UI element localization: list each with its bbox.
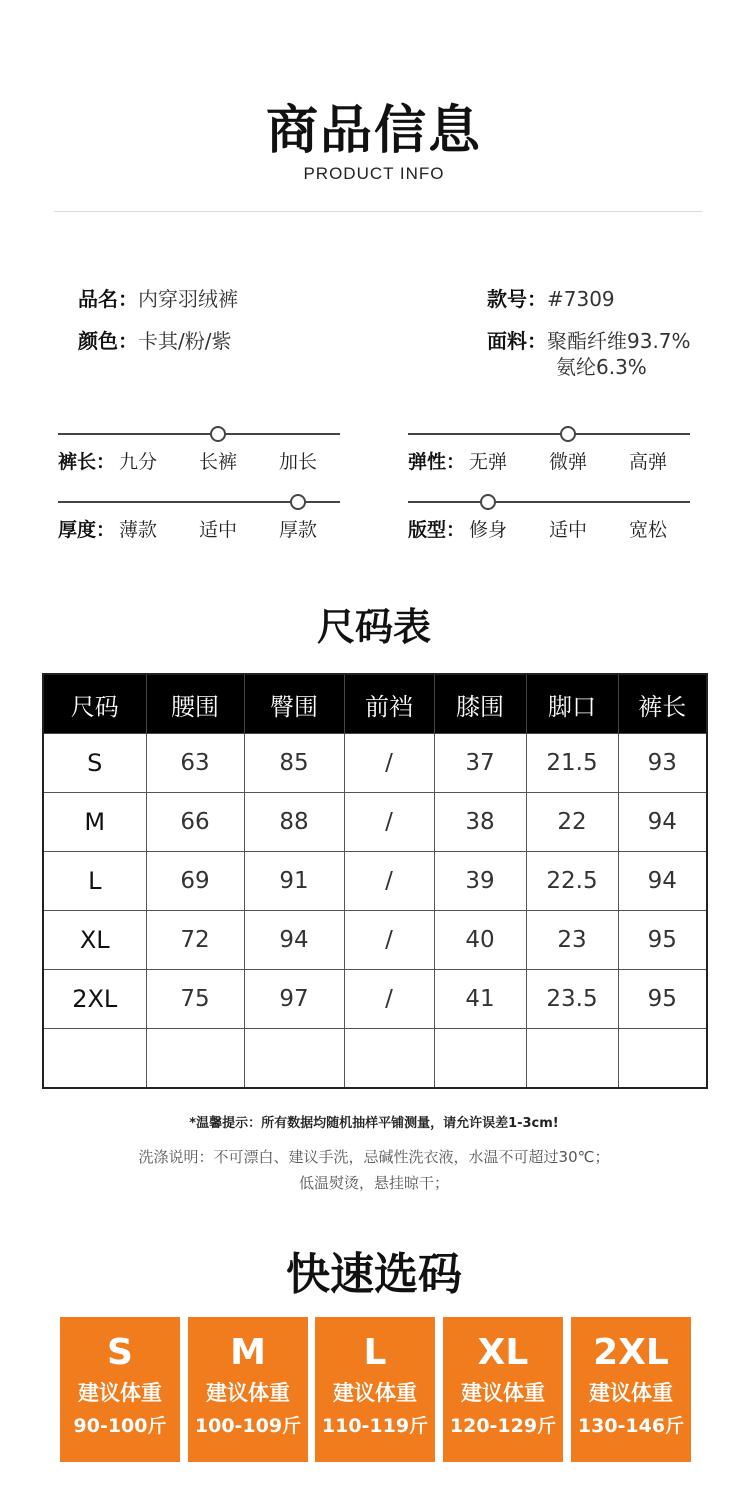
quick-size-title: 快速选码 <box>286 1249 462 1300</box>
table-cell: L <box>43 852 146 911</box>
scale-option: 九分 <box>118 451 157 473</box>
table-cell: M <box>43 793 146 852</box>
table-cell: 39 <box>434 852 526 911</box>
fabric-key: 面料： <box>487 329 547 353</box>
size-table-header-cell: 裤长 <box>618 674 707 734</box>
card-label: 建议体重 <box>333 1381 417 1405</box>
table-cell: / <box>344 734 434 793</box>
size-table-header-cell: 脚口 <box>526 674 618 734</box>
table-cell: 2XL <box>43 970 146 1029</box>
table-cell: 22 <box>526 793 618 852</box>
scale-track <box>408 433 690 435</box>
size-table-header-cell: 臀围 <box>244 674 344 734</box>
table-cell <box>344 1029 434 1089</box>
table-cell: 69 <box>146 852 244 911</box>
wash-instructions-2: 低温熨烫，悬挂晾干； <box>298 1174 449 1192</box>
scale-option: 适中 <box>548 519 587 541</box>
table-cell <box>618 1029 707 1089</box>
scale-selected-marker <box>480 494 496 510</box>
product-name <box>78 283 238 312</box>
table-cell: 22.5 <box>526 852 618 911</box>
table-cell: 91 <box>244 852 344 911</box>
table-cell: 72 <box>146 911 244 970</box>
card-label: 建议体重 <box>206 1381 290 1405</box>
size-table-header-cell: 膝围 <box>434 674 526 734</box>
wash-instructions-1: 洗涤说明：不可漂白、建议手洗，忌碱性洗衣液，水温不可超过30℃； <box>138 1148 610 1166</box>
scale-option: 薄款 <box>118 519 157 541</box>
quick-size-card <box>188 1317 308 1462</box>
table-cell: 93 <box>618 734 707 793</box>
scale-selected-marker <box>290 494 306 510</box>
table-cell: 95 <box>618 970 707 1029</box>
product-fabric <box>487 325 691 354</box>
table-cell: / <box>344 852 434 911</box>
card-size: S <box>107 1332 133 1373</box>
table-row <box>43 970 707 1029</box>
product-name-value: 内穿羽绒裤 <box>138 287 238 311</box>
size-table-body <box>43 734 707 1089</box>
size-table-header <box>43 674 707 734</box>
quick-size-card <box>60 1317 180 1462</box>
size-table-header-cell: 尺码 <box>43 674 146 734</box>
card-weight: 90-100斤 <box>73 1415 167 1437</box>
scale-track <box>408 501 690 503</box>
card-weight: 130-146斤 <box>577 1415 685 1437</box>
table-cell: 40 <box>434 911 526 970</box>
table-row <box>43 734 707 793</box>
size-table <box>42 673 708 1089</box>
table-cell: 94 <box>618 852 707 911</box>
table-cell: 38 <box>434 793 526 852</box>
table-cell <box>43 1029 146 1089</box>
table-cell: 41 <box>434 970 526 1029</box>
scale-option: 修身 <box>468 519 507 541</box>
product-color-value: 卡其/粉/紫 <box>138 329 232 353</box>
table-cell: 66 <box>146 793 244 852</box>
scale-option: 厚款 <box>278 519 317 541</box>
page-title: 商品信息 <box>265 101 482 161</box>
scale-key: 裤长： <box>58 451 116 473</box>
style-number-key: 款号： <box>487 287 547 311</box>
product-name-key: 品名： <box>78 287 138 311</box>
table-cell: 94 <box>244 911 344 970</box>
card-weight: 110-119斤 <box>321 1415 429 1437</box>
table-cell: 21.5 <box>526 734 618 793</box>
table-cell: / <box>344 793 434 852</box>
card-size: L <box>363 1332 387 1373</box>
table-cell <box>244 1029 344 1089</box>
card-size: M <box>230 1332 266 1373</box>
table-row <box>43 1029 707 1089</box>
card-label: 建议体重 <box>461 1381 545 1405</box>
measurement-tip: *温馨提示：所有数据均随机抽样平铺测量，请允许误差1-3cm! <box>189 1116 559 1131</box>
product-color-key: 颜色： <box>78 329 138 353</box>
card-size: XL <box>477 1332 529 1373</box>
card-size: 2XL <box>593 1332 669 1373</box>
divider <box>54 211 702 212</box>
quick-size-card <box>443 1317 563 1462</box>
card-label: 建议体重 <box>78 1381 162 1405</box>
table-cell: 94 <box>618 793 707 852</box>
size-table-header-cell: 腰围 <box>146 674 244 734</box>
scale-option: 加长 <box>278 451 317 473</box>
table-cell: S <box>43 734 146 793</box>
quick-size-card <box>571 1317 691 1462</box>
table-cell: 37 <box>434 734 526 793</box>
scale-selected-marker <box>560 426 576 442</box>
scale-option: 无弹 <box>468 451 507 473</box>
table-cell: 95 <box>618 911 707 970</box>
scale-option: 微弹 <box>548 451 587 473</box>
scale-track <box>58 433 340 435</box>
table-cell: 23.5 <box>526 970 618 1029</box>
table-row <box>43 793 707 852</box>
table-cell <box>146 1029 244 1089</box>
table-cell: 97 <box>244 970 344 1029</box>
scale-option: 高弹 <box>628 451 667 473</box>
table-cell <box>434 1029 526 1089</box>
product-style-number <box>487 283 615 312</box>
scale-option: 长裤 <box>198 451 237 473</box>
table-cell: / <box>344 911 434 970</box>
product-color <box>78 325 231 354</box>
table-row <box>43 911 707 970</box>
fabric-value-1: 聚酯纤维93.7% <box>547 329 691 353</box>
table-cell: 63 <box>146 734 244 793</box>
table-cell: 23 <box>526 911 618 970</box>
quick-size-card <box>315 1317 435 1462</box>
table-cell: 88 <box>244 793 344 852</box>
style-number-value: #7309 <box>547 287 615 311</box>
scale-key: 弹性： <box>408 451 466 473</box>
table-cell: 75 <box>146 970 244 1029</box>
page-subtitle: PRODUCT INFO <box>303 164 445 183</box>
scale-option: 适中 <box>198 519 237 541</box>
table-row <box>43 852 707 911</box>
scale-option: 宽松 <box>628 519 667 541</box>
table-cell: 85 <box>244 734 344 793</box>
scale-key: 版型： <box>408 519 466 541</box>
table-cell <box>526 1029 618 1089</box>
fabric-value-2: 氨纶6.3% <box>556 355 647 379</box>
table-cell: / <box>344 970 434 1029</box>
scale-key: 厚度： <box>58 519 116 541</box>
card-label: 建议体重 <box>589 1381 673 1405</box>
table-cell: XL <box>43 911 146 970</box>
size-table-title: 尺码表 <box>316 605 431 649</box>
scale-selected-marker <box>210 426 226 442</box>
card-weight: 120-129斤 <box>449 1415 557 1437</box>
size-table-header-cell: 前裆 <box>344 674 434 734</box>
card-weight: 100-109斤 <box>194 1415 302 1437</box>
